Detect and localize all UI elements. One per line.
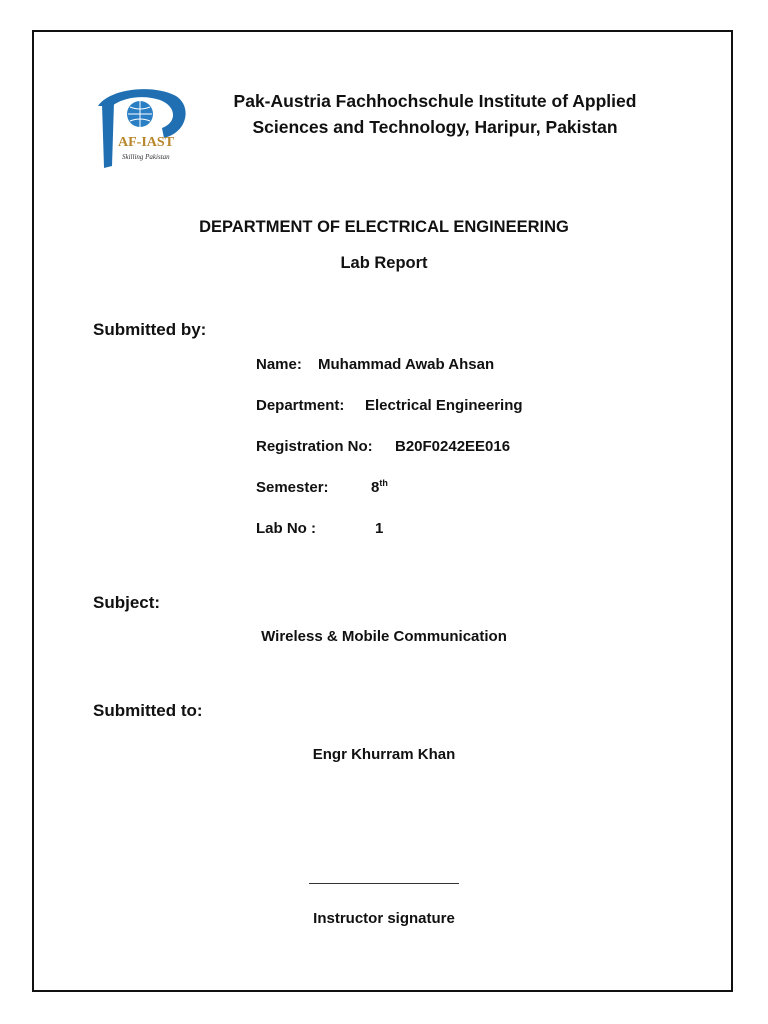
department-heading: DEPARTMENT OF ELECTRICAL ENGINEERING [199,218,569,236]
semester-field [256,478,388,496]
field-label: Department: [256,397,345,414]
field-value: 8th [371,478,388,496]
lab-no-field [256,520,384,537]
registration-field [256,438,511,455]
page-border [32,30,733,992]
field-label: Registration No: [256,438,373,455]
institution-logo [92,84,188,170]
logo-tagline: Skilling Pakistan [122,153,170,161]
name-field [256,356,495,373]
field-label: Name: [256,356,302,373]
field-value: Muhammad Awab Ahsan [318,356,495,373]
report-type: Lab Report [340,254,428,272]
instructor-name: Engr Khurram Khan [312,746,456,763]
signature-label: Instructor signature [313,910,455,927]
logo-p-stem [102,102,114,168]
institution-name-line2: Sciences and Technology, Haripur, Pakistan [252,117,618,137]
field-value: B20F0242EE016 [395,438,511,455]
field-value: Electrical Engineering [365,397,523,414]
submitted-by-label: Submitted by: [93,320,207,339]
subject-value: Wireless & Mobile Communication [261,628,507,645]
field-value: 1 [375,520,384,537]
ordinal-suffix: th [379,478,388,488]
subject-label: Subject: [93,593,161,612]
institution-name-line1: Pak-Austria Fachhochschule Institute of Applied [233,91,637,111]
logo-wordmark: AF-IAST [118,135,175,150]
institution-name [200,88,670,140]
submitted-to-label: Submitted to: [93,701,203,720]
signature-line [309,883,459,884]
department-field [256,397,523,414]
field-label: Semester: [256,479,329,496]
field-label: Lab No : [256,520,316,537]
